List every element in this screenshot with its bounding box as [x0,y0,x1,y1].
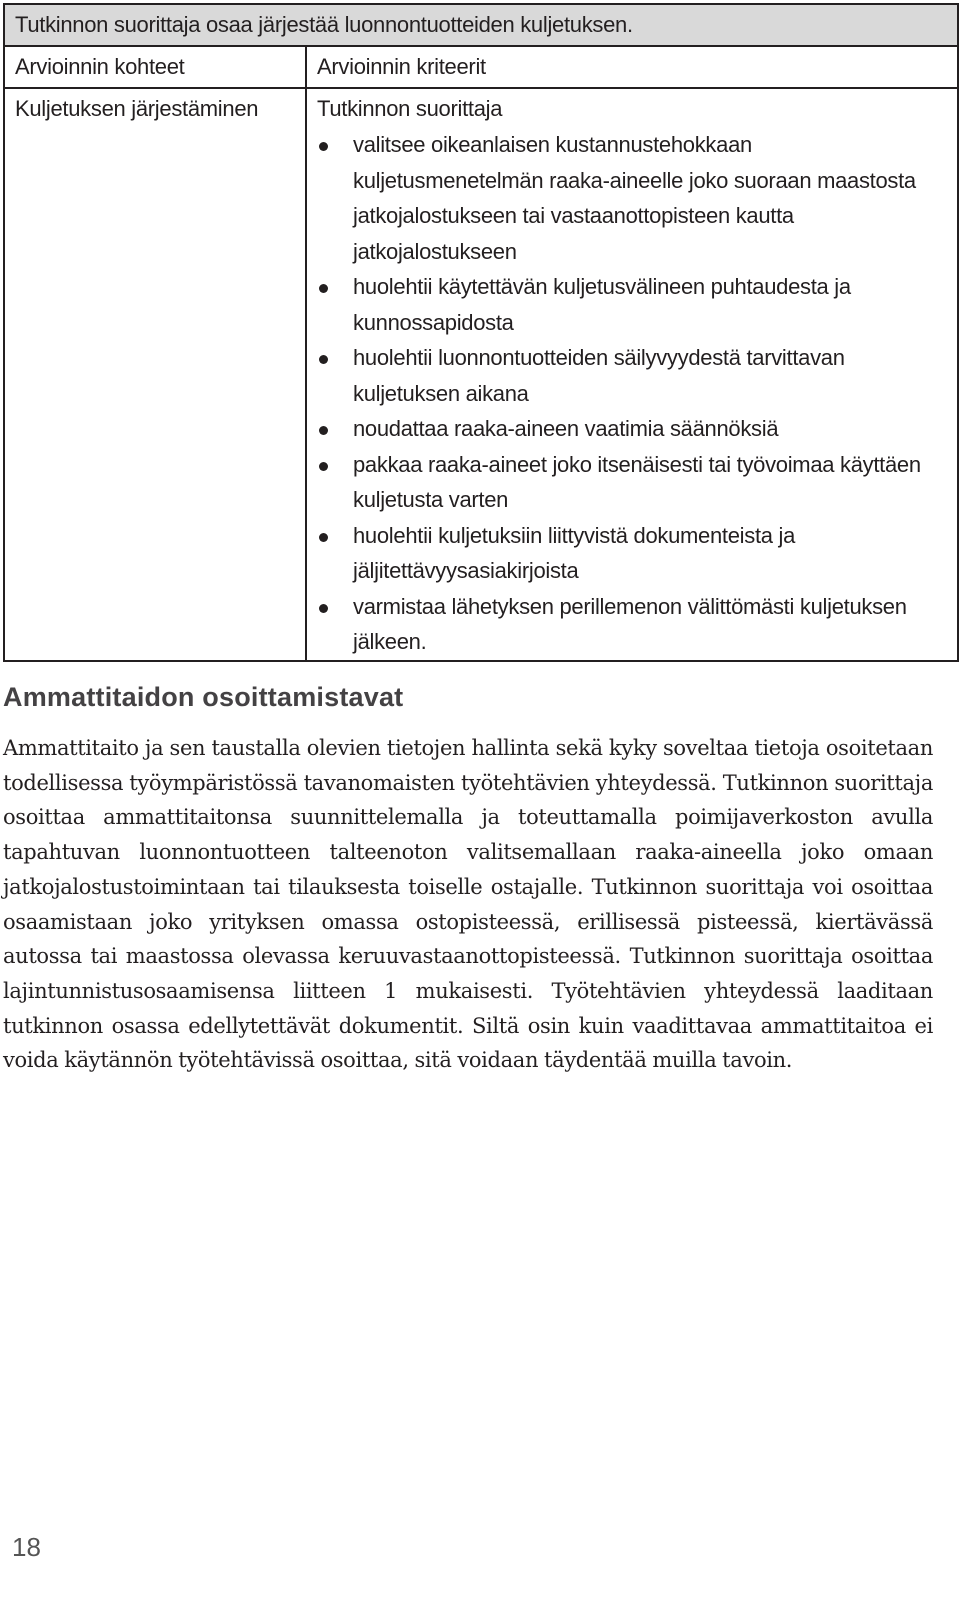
criteria-item: varmistaa lähetyksen perillemenon välittömästi kuljetuksen jälkeen. [317,589,947,660]
criteria-intro: Tutkinnon suorittaja [317,96,503,121]
assessment-criteria-table [3,3,959,662]
header-assessment-criteria: Arvioinnin kriteerit [306,46,958,88]
header-assessment-targets: Arvioinnin kohteet [4,46,306,88]
body-paragraph: Ammattitaito ja sen taustalla olevien tietojen hallinta sekä kyky soveltaa tietoja osoitetaan todellisessa työympäristössä tavanomaisten työtehtävien yhteydessä. Tutkinnon suorittaja osoittaa ammattitaitonsa suunnittelemalla ja toteuttamalla poimijaverkoston avulla tapahtuvan luonnontuotteen talteenoton valitsemallaan raaka-aineella joko omaan jatkojalostustoimintaan tai tilauksesta toiselle ostajalle. Tutkinnon suorittaja voi osoittaa osaamistaan joko yrityksen omassa ostopisteessä, erillisessä pisteessä, kiertävässä autossa tai maastossa olevassa keruuvastaanottopisteessä. Tutkinnon suorittaja osoittaa lajintunnistusosaamisensa liitteen 1 mukaisesti. Työtehtävien yhteydessä laaditaan tutkinnon osassa edellytettävät dokumentit. Siltä osin kuin vaadittavaa ammattitaitoa ei voida käytännön työtehtävissä osoittaa, sitä voidaan täydentää muilla tavoin. [3,736,933,1073]
section-heading: Ammattitaidon osoittamistavat [3,682,404,712]
table-title: Tutkinnon suorittaja osaa järjestää luonnontuotteiden kuljetuksen. [4,4,958,46]
criteria-item: huolehtii käytettävän kuljetusvälineen puhtaudesta ja kunnossapidosta [317,269,947,340]
criteria-item: noudattaa raaka-aineen vaatimia säännöksiä [317,411,947,447]
criteria-item: pakkaa raaka-aineet joko itsenäisesti tai työvoimaa käyttäen kuljetusta varten [317,447,947,518]
criteria-item: valitsee oikeanlaisen kustannustehokkaan kuljetusmenetelmän raaka-aineelle joko suoraan maastosta jatkojalostukseen tai vastaanottopisteen kautta jatkojalostukseen [317,127,947,269]
criteria-item: huolehtii luonnontuotteiden säilyvyydestä tarvittavan kuljetuksen aikana [317,340,947,411]
criteria-item: huolehtii kuljetuksiin liittyvistä dokumenteista ja jäljitettävyysasiakirjoista [317,518,947,589]
assessment-target-cell: Kuljetuksen järjestäminen [4,88,306,661]
page-number: 18 [12,1532,41,1562]
criteria-list [317,127,947,660]
criteria-cell [306,88,958,661]
